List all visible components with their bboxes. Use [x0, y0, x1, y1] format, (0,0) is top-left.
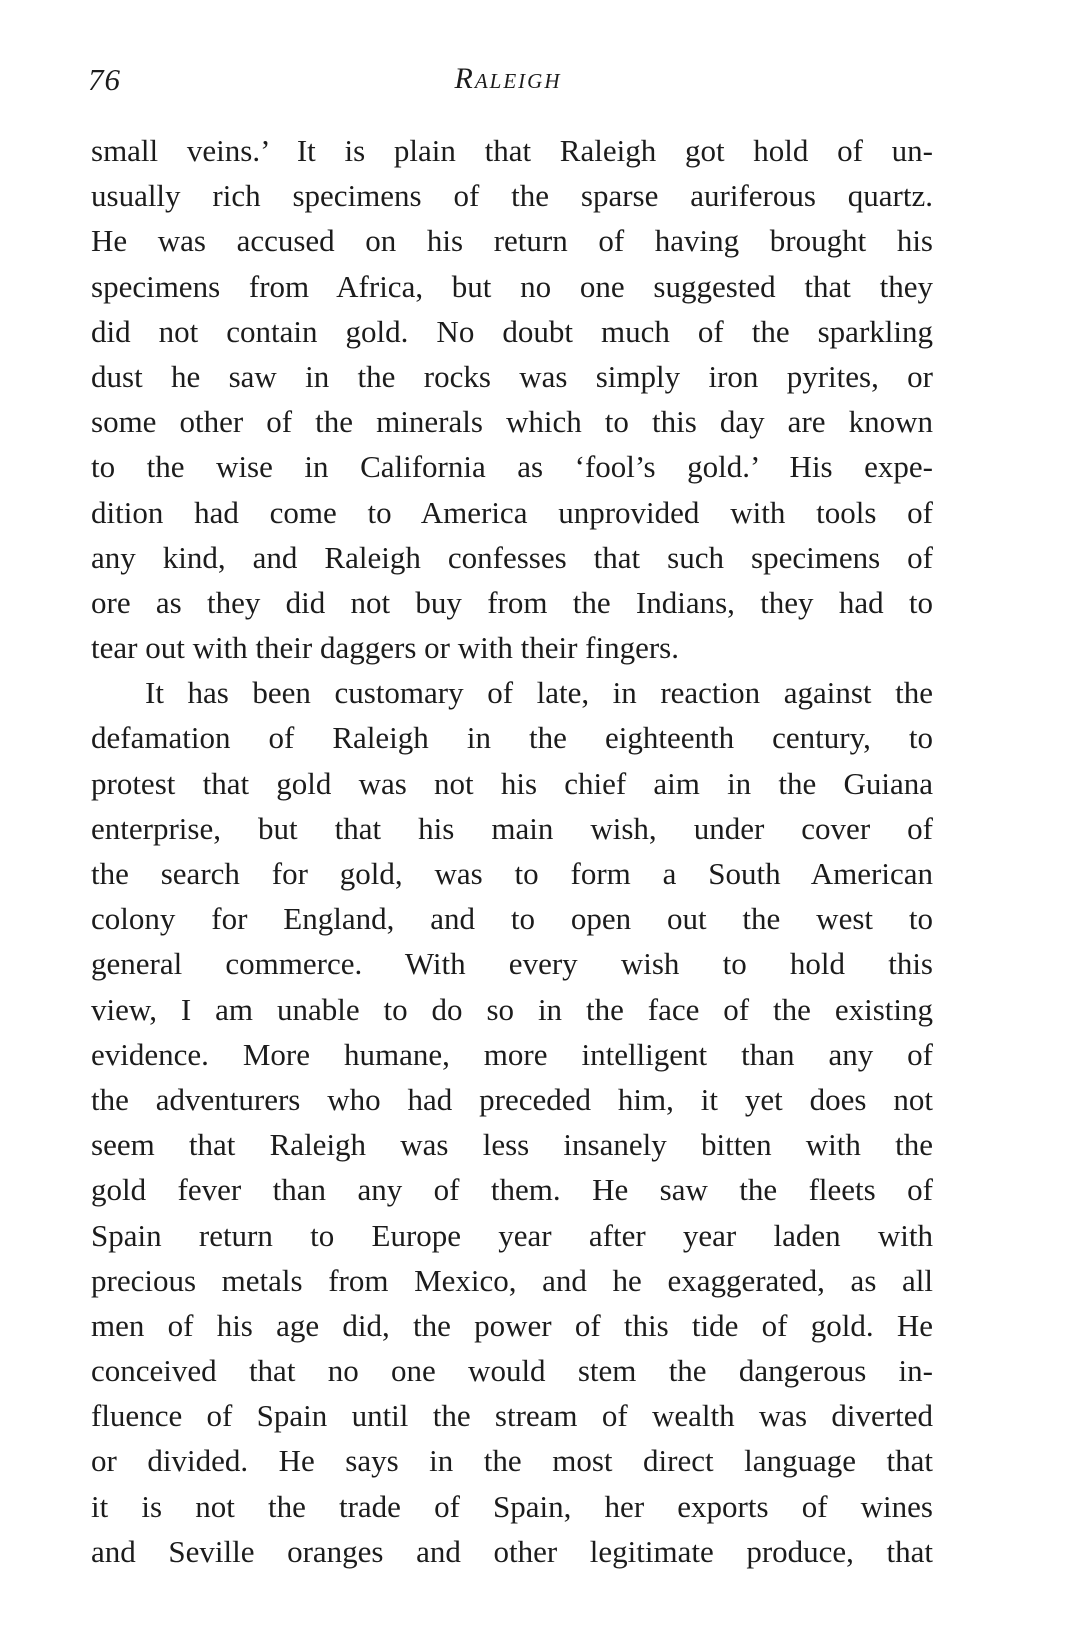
text-line: it is not the trade of Spain, her exports of wines — [91, 1488, 933, 1524]
page-number: 76 — [88, 62, 121, 97]
text-line: precious metals from Mexico, and he exaggerated, as all — [91, 1262, 933, 1298]
text-line: general commerce. With every wish to hold this — [91, 946, 933, 982]
text-line: Spain return to Europe year after year laden with — [91, 1217, 933, 1253]
text-line: colony for England, and to open out the west to — [91, 901, 933, 937]
paragraph-2 — [91, 670, 933, 1574]
text-line: the adventurers who had preceded him, it yet does not — [91, 1081, 933, 1117]
text-line: enterprise, but that his main wish, under cover of — [91, 810, 933, 846]
text-line: fluence of Spain until the stream of wealth was diverted — [91, 1398, 933, 1434]
text-line: evidence. More humane, more intelligent than any of — [91, 1036, 933, 1072]
text-line: the search for gold, was to form a South American — [91, 856, 933, 891]
text-line: men of his age did, the power of this tide of gold. He — [91, 1307, 933, 1343]
text-line: tear out with their daggers or with their fingers. — [91, 630, 679, 666]
text-line: defamation of Raleigh in the eighteenth century, to — [91, 720, 933, 756]
text-line: specimens from Africa, but no one suggested that they — [91, 268, 933, 304]
running-head: Raleigh — [454, 62, 562, 95]
text-line: dust he saw in the rocks was simply iron pyrites, or — [91, 358, 933, 394]
text-line: to the wise in California as ‘fool’s gold.’ His expe- — [91, 449, 933, 485]
text-line: protest that gold was not his chief aim in the Guiana — [91, 765, 933, 801]
text-line: and Seville oranges and other legitimate produce, that — [91, 1533, 933, 1569]
text-line: seem that Raleigh was less insanely bitten with the — [91, 1127, 933, 1163]
text-line: ore as they did not buy from the Indians, they had to — [91, 584, 933, 620]
text-line: or divided. He says in the most direct language that — [91, 1443, 933, 1479]
text-line: view, I am unable to do so in the face of the existing — [91, 991, 933, 1027]
text-line: small veins.’ It is plain that Raleigh got hold of un- — [91, 133, 933, 168]
text-line: dition had come to America unprovided with tools of — [91, 494, 933, 530]
text-line: It has been customary of late, in reaction against the — [145, 675, 933, 711]
text-line: gold fever than any of them. He saw the fleets of — [91, 1172, 933, 1208]
text-line: some other of the minerals which to this day are known — [91, 404, 933, 440]
text-line: did not contain gold. No doubt much of the sparkling — [91, 313, 933, 349]
text-line: He was accused on his return of having brought his — [91, 223, 933, 259]
text-line: conceived that no one would stem the dangerous in- — [91, 1353, 933, 1389]
page-header — [88, 62, 928, 102]
paragraph-1 — [91, 128, 933, 670]
body-text — [91, 128, 933, 1574]
text-line: any kind, and Raleigh confesses that such specimens of — [91, 539, 933, 575]
text-line: usually rich specimens of the sparse auriferous quartz. — [91, 178, 933, 214]
